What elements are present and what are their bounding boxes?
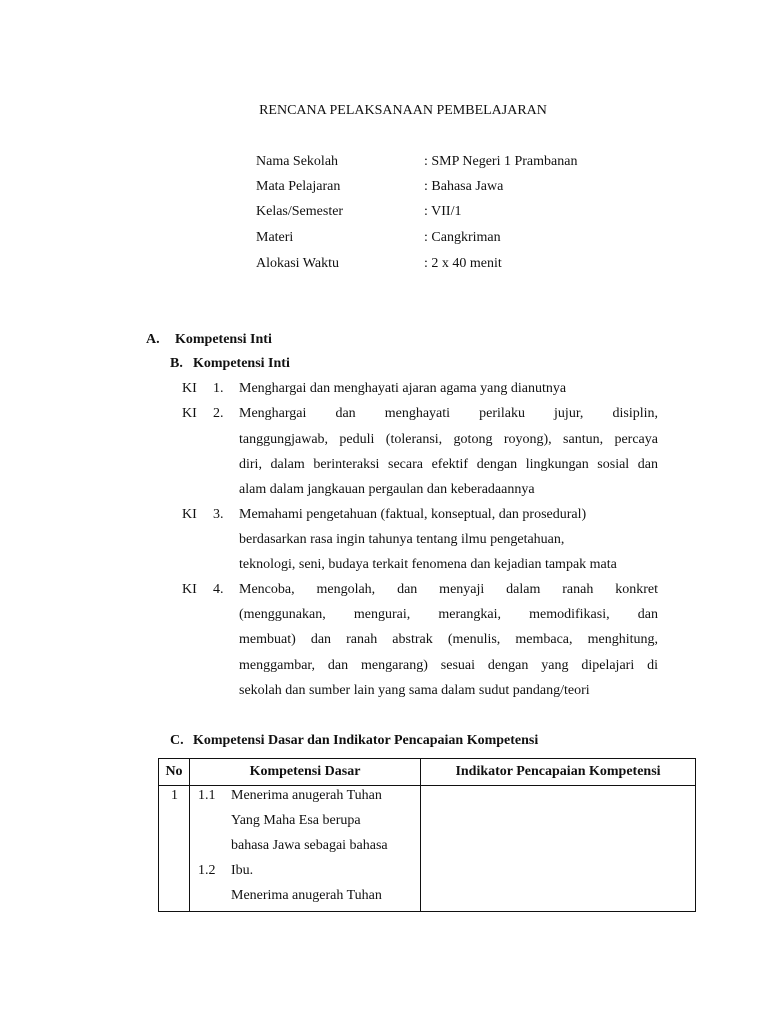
page-title: RENCANA PELAKSANAAN PEMBELAJARAN <box>259 103 547 118</box>
ki-tag: KI <box>182 381 197 396</box>
ki-line: teknologi, seni, budaya terkait fenomena dan kejadian tampak mata <box>239 557 617 572</box>
kompetensi-table <box>158 758 696 912</box>
kd-line: Yang Maha Esa berupa <box>231 813 361 828</box>
kompetensi-dasar-cell <box>190 786 421 912</box>
kd-line: bahasa Jawa sebagai bahasa <box>231 838 388 853</box>
section-a-marker: A. <box>146 332 160 347</box>
info-label: Materi <box>256 230 294 245</box>
ki-line: tanggungjawab, peduli (toleransi, gotong royong), santun, percaya <box>239 432 658 447</box>
column-header-no: No <box>159 759 190 786</box>
info-label: Mata Pelajaran <box>256 179 341 194</box>
ki-line: Menghargai dan menghayati perilaku jujur, disiplin, <box>239 406 658 421</box>
kd-line: Ibu. <box>231 863 254 878</box>
row-number-cell <box>159 786 190 912</box>
indikator-cell <box>421 786 696 912</box>
ki-line: Memahami pengetahuan (faktual, konseptual, dan prosedural) <box>239 507 587 522</box>
ki-tag: KI <box>182 406 197 421</box>
info-value: : 2 x 40 menit <box>424 256 502 271</box>
info-value: : SMP Negeri 1 Prambanan <box>424 154 578 169</box>
ki-tag: KI <box>182 582 197 597</box>
row-number: 1 <box>171 788 178 803</box>
info-label: Nama Sekolah <box>256 154 339 169</box>
table-row <box>159 786 696 912</box>
info-value: : Bahasa Jawa <box>424 179 504 194</box>
ki-line: berdasarkan rasa ingin tahunya tentang ilmu pengetahuan, <box>239 532 565 547</box>
table-header-row <box>159 759 696 786</box>
ki-number: 4. <box>213 582 224 597</box>
info-value: : Cangkriman <box>424 230 501 245</box>
section-a-heading: Kompetensi Inti <box>175 332 272 347</box>
ki-number: 2. <box>213 406 224 421</box>
ki-line: alam dalam jangkauan pergaulan dan keberadaannya <box>239 482 535 497</box>
column-header-kompetensi-dasar: Kompetensi Dasar <box>190 759 421 786</box>
section-c-marker: C. <box>170 733 184 748</box>
kd-number: 1.1 <box>198 788 216 803</box>
info-value: : VII/1 <box>424 204 462 219</box>
section-b-marker: B. <box>170 356 183 371</box>
ki-tag: KI <box>182 507 197 522</box>
section-c-heading: Kompetensi Dasar dan Indikator Pencapaian Kompetensi <box>193 733 539 748</box>
ki-line: (menggunakan, mengurai, merangkai, memodifikasi, dan <box>239 607 658 622</box>
ki-line: sekolah dan sumber lain yang sama dalam sudut pandang/teori <box>239 683 590 698</box>
kd-line: Menerima anugerah Tuhan <box>231 888 382 903</box>
info-label: Alokasi Waktu <box>256 256 339 271</box>
section-b-heading: Kompetensi Inti <box>193 356 290 371</box>
ki-line: diri, dalam berinteraksi secara efektif dengan lingkungan sosial dan <box>239 457 658 472</box>
ki-line: membuat) dan ranah abstrak (menulis, membaca, menghitung, <box>239 632 658 647</box>
kd-number: 1.2 <box>198 863 216 878</box>
ki-line: Mencoba, mengolah, dan menyaji dalam ranah konkret <box>239 582 658 597</box>
kd-line: Menerima anugerah Tuhan <box>231 788 382 803</box>
ki-number: 3. <box>213 507 224 522</box>
ki-line: menggambar, dan mengarang) sesuai dengan yang dipelajari di <box>239 658 658 673</box>
ki-line: Menghargai dan menghayati ajaran agama yang dianutnya <box>239 381 567 396</box>
column-header-indikator: Indikator Pencapaian Kompetensi <box>421 759 696 786</box>
info-label: Kelas/Semester <box>256 204 344 219</box>
ki-number: 1. <box>213 381 224 396</box>
